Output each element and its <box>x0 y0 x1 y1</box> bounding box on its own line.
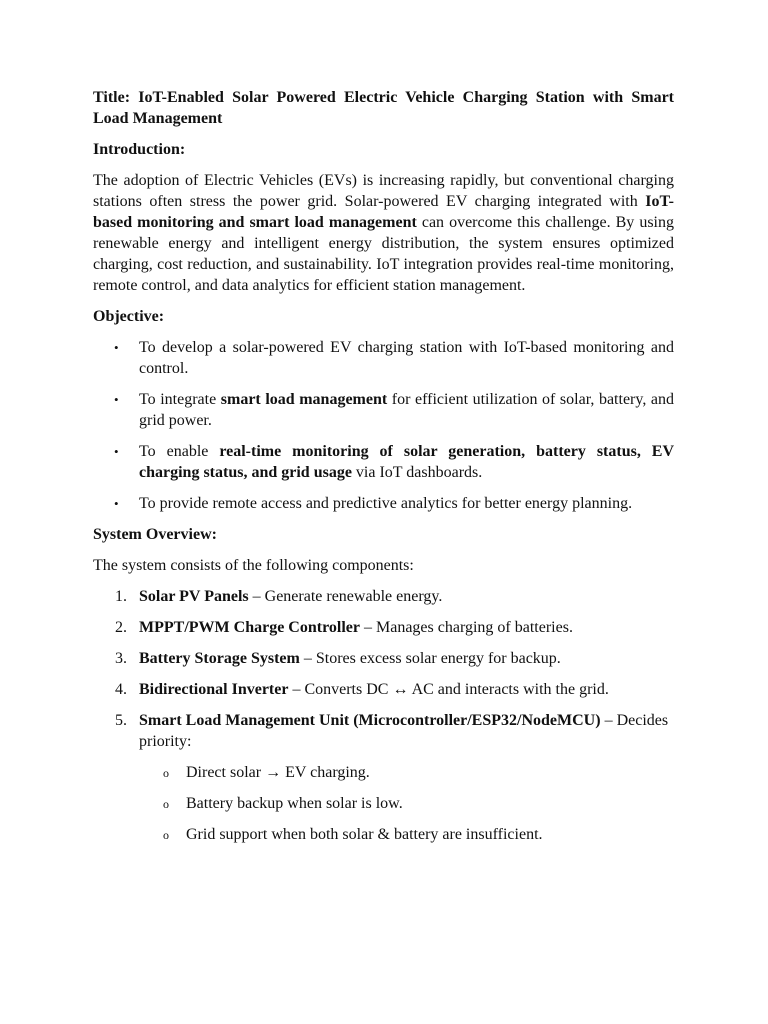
priority-item <box>139 762 674 783</box>
component-item <box>93 617 674 638</box>
component-item <box>93 710 674 845</box>
introduction-text-part: The adoption of Electric Vehicles (EVs) is increasing rapidly, but conventional charging stations often stress the power grid. Solar-powered EV charging integrated with <box>93 172 674 210</box>
priority-item-text: Battery backup when solar is low. <box>186 795 403 812</box>
item-number: 1. <box>115 588 127 605</box>
priority-item-text: Direct solar → EV charging. <box>186 764 370 781</box>
component-item <box>93 679 674 700</box>
item-number: 2. <box>115 619 127 636</box>
objective-item-text: for efficient utilization of solar, battery, and grid power. <box>139 391 675 429</box>
objective-item-text: To provide remote access and predictive analytics for better energy planning. <box>139 495 633 512</box>
circle-bullet-icon: o <box>163 828 169 842</box>
objective-item-bold: real-time monitoring of solar generation, battery status, EV charging status, and grid usage <box>139 443 674 481</box>
objective-item-bold: smart load management <box>220 391 388 408</box>
bullet-icon: • <box>114 340 119 355</box>
component-name: Smart Load Management Unit (Microcontroller/ESP32/NodeMCU) <box>139 712 601 729</box>
bullet-icon: • <box>114 392 119 407</box>
document-body <box>93 87 674 855</box>
component-description: – Stores excess solar energy for backup. <box>299 650 561 667</box>
introduction-bold-text: IoT-based monitoring and smart load management <box>93 193 674 231</box>
bullet-icon: • <box>114 444 119 459</box>
components-list <box>93 586 674 845</box>
introduction-heading: Introduction: <box>93 141 186 158</box>
component-name: Bidirectional Inverter <box>139 681 289 698</box>
objective-item-text: To enable <box>139 443 220 460</box>
component-description: – Manages charging of batteries. <box>359 619 573 636</box>
component-item <box>93 586 674 607</box>
component-name: Solar PV Panels <box>139 588 249 605</box>
objective-item-text: To integrate <box>139 391 221 408</box>
objective-item-text: via IoT dashboards. <box>351 464 483 481</box>
component-description: – Converts DC ↔ AC and interacts with the grid. <box>288 681 609 698</box>
item-number: 3. <box>115 650 127 667</box>
introduction-paragraph <box>93 170 674 296</box>
bullet-icon: • <box>114 496 119 511</box>
component-name: MPPT/PWM Charge Controller <box>139 619 360 636</box>
objective-item <box>93 493 674 514</box>
objective-item-text: To develop a solar-powered EV charging station with IoT-based monitoring and control. <box>139 339 674 377</box>
introduction-text-part: can overcome this challenge. By using renewable energy and intelligent energy distribution, the system ensures optimized charging, cost reduction, and sustainability. IoT integration provides real-time monitoring, remote control, and data analytics for efficient station management. <box>93 214 674 294</box>
component-description: – Decides priority: <box>139 712 669 750</box>
document-title: Title: IoT-Enabled Solar Powered Electric Vehicle Charging Station with Smart Load Management <box>93 89 674 127</box>
priority-list <box>139 762 674 845</box>
item-number: 4. <box>115 681 127 698</box>
objective-item <box>93 389 674 431</box>
system-overview-heading: System Overview: <box>93 526 217 543</box>
priority-item <box>139 793 674 814</box>
component-description: – Generate renewable energy. <box>248 588 443 605</box>
component-name: Battery Storage System <box>139 650 300 667</box>
objective-item <box>93 337 674 379</box>
priority-item <box>139 824 674 845</box>
system-overview-intro: The system consists of the following components: <box>93 557 414 574</box>
component-item <box>93 648 674 669</box>
objective-heading: Objective: <box>93 308 165 325</box>
circle-bullet-icon: o <box>163 766 169 780</box>
circle-bullet-icon: o <box>163 797 169 811</box>
objective-item <box>93 441 674 483</box>
priority-item-text: Grid support when both solar & battery are insufficient. <box>186 826 543 843</box>
item-number: 5. <box>115 712 127 729</box>
objective-list <box>93 337 674 514</box>
